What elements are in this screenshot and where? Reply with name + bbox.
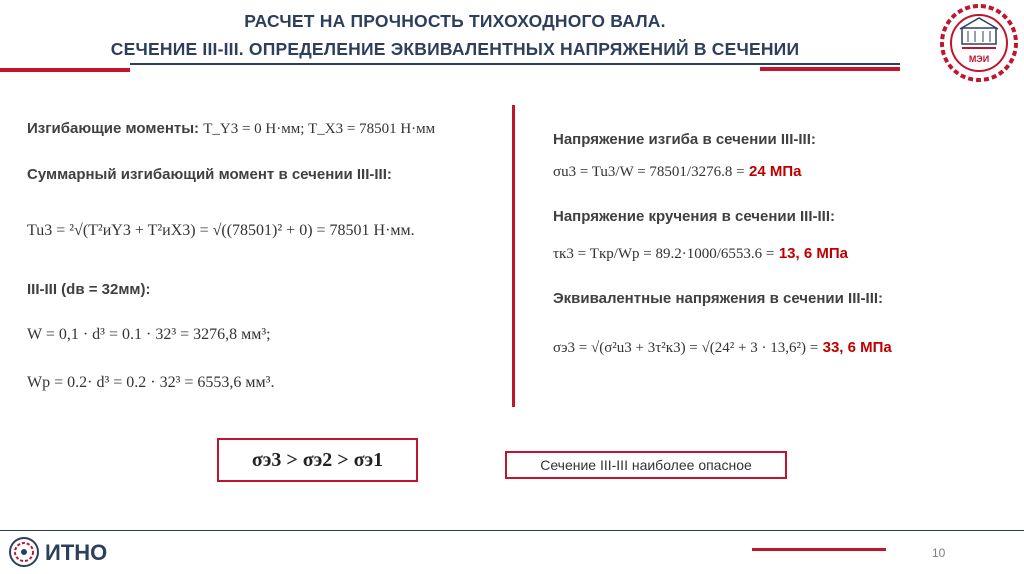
logo-text: МЭИ bbox=[968, 54, 990, 64]
bending-moments-label: Изгибающие моменты: bbox=[27, 120, 200, 137]
conclusion-box bbox=[505, 451, 787, 479]
footer-divider-red bbox=[752, 548, 886, 551]
bending-stress-label: Напряжение изгиба в сечении III-III: bbox=[553, 131, 816, 148]
section-label: III-III (dв = 32мм): bbox=[27, 281, 151, 298]
header-divider-red bbox=[0, 68, 130, 72]
equiv-stress-result: 33, 6 МПа bbox=[822, 339, 892, 356]
total-moment-formula: Tu3 = ²√(T²иY3 + T²иX3) = √((78501)² + 0) = 78501 Н·мм. bbox=[27, 222, 415, 239]
conclusion-text: Сечение III-III наиболее опасное bbox=[540, 457, 752, 473]
torsion-stress-label: Напряжение кручения в сечении III-III: bbox=[553, 208, 836, 225]
university-logo bbox=[938, 2, 1020, 84]
column-divider bbox=[512, 105, 515, 407]
header-divider-red-right bbox=[760, 67, 900, 71]
bending-stress-formula: σu3 = Tu3/W = 78501/3276.8 = bbox=[553, 164, 745, 180]
torsion-stress-row bbox=[553, 245, 848, 263]
wp-formula: Wp = 0.2· d³ = 0.2 · 32³ = 6553,6 мм³. bbox=[27, 374, 275, 391]
page-number: 10 bbox=[932, 546, 946, 560]
comparison-text: σэ3 > σэ2 > σэ1 bbox=[251, 448, 384, 471]
bending-stress-row bbox=[553, 163, 802, 181]
brand-logo bbox=[8, 536, 40, 568]
comparison-box bbox=[217, 438, 418, 482]
torsion-stress-result: 13, 6 МПа bbox=[778, 245, 848, 262]
header-divider-navy bbox=[130, 63, 900, 65]
equiv-stress-row bbox=[553, 339, 892, 357]
equiv-stress-label: Эквивалентные напряжения в сечении III-III: bbox=[553, 290, 884, 307]
brand-name: ИТНО bbox=[45, 540, 108, 565]
bending-stress-result: 24 МПа bbox=[749, 163, 802, 180]
footer-divider-navy bbox=[0, 530, 1024, 531]
bending-moments-value: T_Y3 = 0 Н·мм; T_X3 = 78501 Н·мм bbox=[203, 121, 436, 137]
equiv-stress-formula: σэ3 = √(σ²u3 + 3τ²к3) = √(24² + 3 · 13,6²) = bbox=[553, 340, 819, 356]
bending-moments-row bbox=[27, 120, 435, 138]
torsion-stress-formula: τк3 = Tкр/Wp = 89.2·1000/6553.6 = bbox=[553, 246, 775, 262]
slide-title-line1: РАСЧЕТ НА ПРОЧНОСТЬ ТИХОХОДНОГО ВАЛА. bbox=[244, 11, 666, 31]
w-formula: W = 0,1 · d³ = 0.1 · 32³ = 3276,8 мм³; bbox=[27, 326, 271, 343]
slide-title-line2: СЕЧЕНИЕ III-III. ОПРЕДЕЛЕНИЕ ЭКВИВАЛЕНТНЫХ НАПРЯЖЕНИЙ В СЕЧЕНИИ bbox=[110, 39, 800, 59]
total-moment-label: Суммарный изгибающий момент в сечении III-III: bbox=[27, 166, 392, 183]
